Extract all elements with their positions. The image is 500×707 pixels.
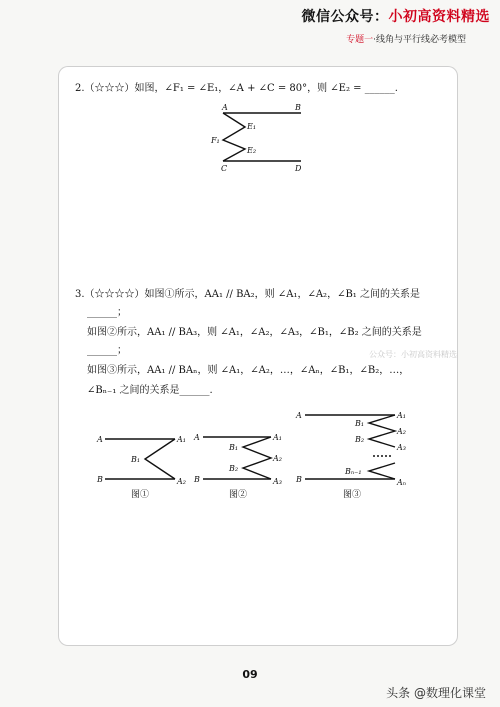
brand-name: 小初高资料精选 <box>388 9 490 25</box>
zigzag-lower <box>369 463 395 479</box>
label-a2: A₂ <box>397 427 406 436</box>
question-3-card <box>58 273 458 646</box>
zigzag-upper <box>369 415 395 447</box>
figure-3 <box>293 399 411 499</box>
q3-line1: 3.（☆☆☆☆）如图①所示，AA₁ // BA₂，则 ∠A₁，∠A₂，∠B₁ 之间的关系是 <box>75 289 420 300</box>
label-b1: B₁ <box>229 443 239 452</box>
label-a: A <box>296 411 302 420</box>
label-e2: E₂ <box>247 146 257 155</box>
section-header <box>346 32 466 45</box>
label-b1: B₁ <box>131 455 141 464</box>
figure-1-caption: 图① <box>131 490 150 500</box>
label-b: B <box>97 475 103 484</box>
label-a1: A₁ <box>397 411 406 420</box>
label-bn1: Bₙ₋₁ <box>345 467 362 476</box>
section-title: ·线角与平行线必考模型 <box>373 35 466 45</box>
q3-line5: 如图③所示，AA₁ // BAₙ，则 ∠A₁，∠A₂，…，∠Aₙ，∠B₁，∠B₂，…， <box>87 365 410 376</box>
figure-2-caption: 图② <box>229 490 248 500</box>
label-c: C <box>221 164 228 173</box>
label-b2: B₂ <box>355 435 365 444</box>
q3-line6: ∠Bₙ₋₁ 之间的关系是______. <box>87 385 213 396</box>
q2-text: 2.（☆☆☆）如图，∠F₁ = ∠E₁，∠A + ∠C = 80°，则 ∠E₂ = ______. <box>75 83 398 94</box>
brand-prefix: 微信公众号： <box>301 9 389 25</box>
label-b: B <box>296 475 302 484</box>
zigzag-path <box>243 437 271 479</box>
label-e1: E₁ <box>247 122 257 131</box>
question-2-card <box>58 66 458 274</box>
q3-line3: 如图②所示，AA₁ // BA₃，则 ∠A₁，∠A₂，∠A₃，∠B₁，∠B₂ 之间的关系是 <box>87 327 422 338</box>
label-a2: A₂ <box>177 477 186 486</box>
section-prefix: 专题一 <box>346 35 374 45</box>
label-b: B <box>194 475 200 484</box>
label-a: A <box>222 103 228 112</box>
label-a2: A₂ <box>273 454 282 463</box>
label-b: B <box>295 103 301 112</box>
q3-line2: ______； <box>87 307 127 318</box>
label-a: A <box>194 433 200 442</box>
label-a3: A₃ <box>273 477 282 486</box>
figure-1 <box>95 423 187 495</box>
zigzag-path <box>145 439 175 479</box>
footer-credit: 头条 @数理化课堂 <box>386 686 486 700</box>
q3-line4: ______； <box>87 345 127 356</box>
figure-3-caption: 图③ <box>343 490 362 500</box>
page-number: 09 <box>242 668 258 681</box>
zigzag-path <box>223 113 245 161</box>
watermark: 公众号：小初高资料精选 <box>369 350 457 359</box>
label-a: A <box>97 435 103 444</box>
q2-figure <box>209 103 309 173</box>
label-d: D <box>295 164 302 173</box>
label-b1: B₁ <box>355 419 365 428</box>
label-f1: F₁ <box>211 136 220 145</box>
label-a1: A₁ <box>177 435 186 444</box>
header-brand <box>302 6 491 26</box>
figure-2 <box>191 423 283 495</box>
label-an: Aₙ <box>397 478 407 487</box>
label-b2: B₂ <box>229 464 239 473</box>
label-a1: A₁ <box>273 433 282 442</box>
label-a3: A₃ <box>397 443 406 452</box>
